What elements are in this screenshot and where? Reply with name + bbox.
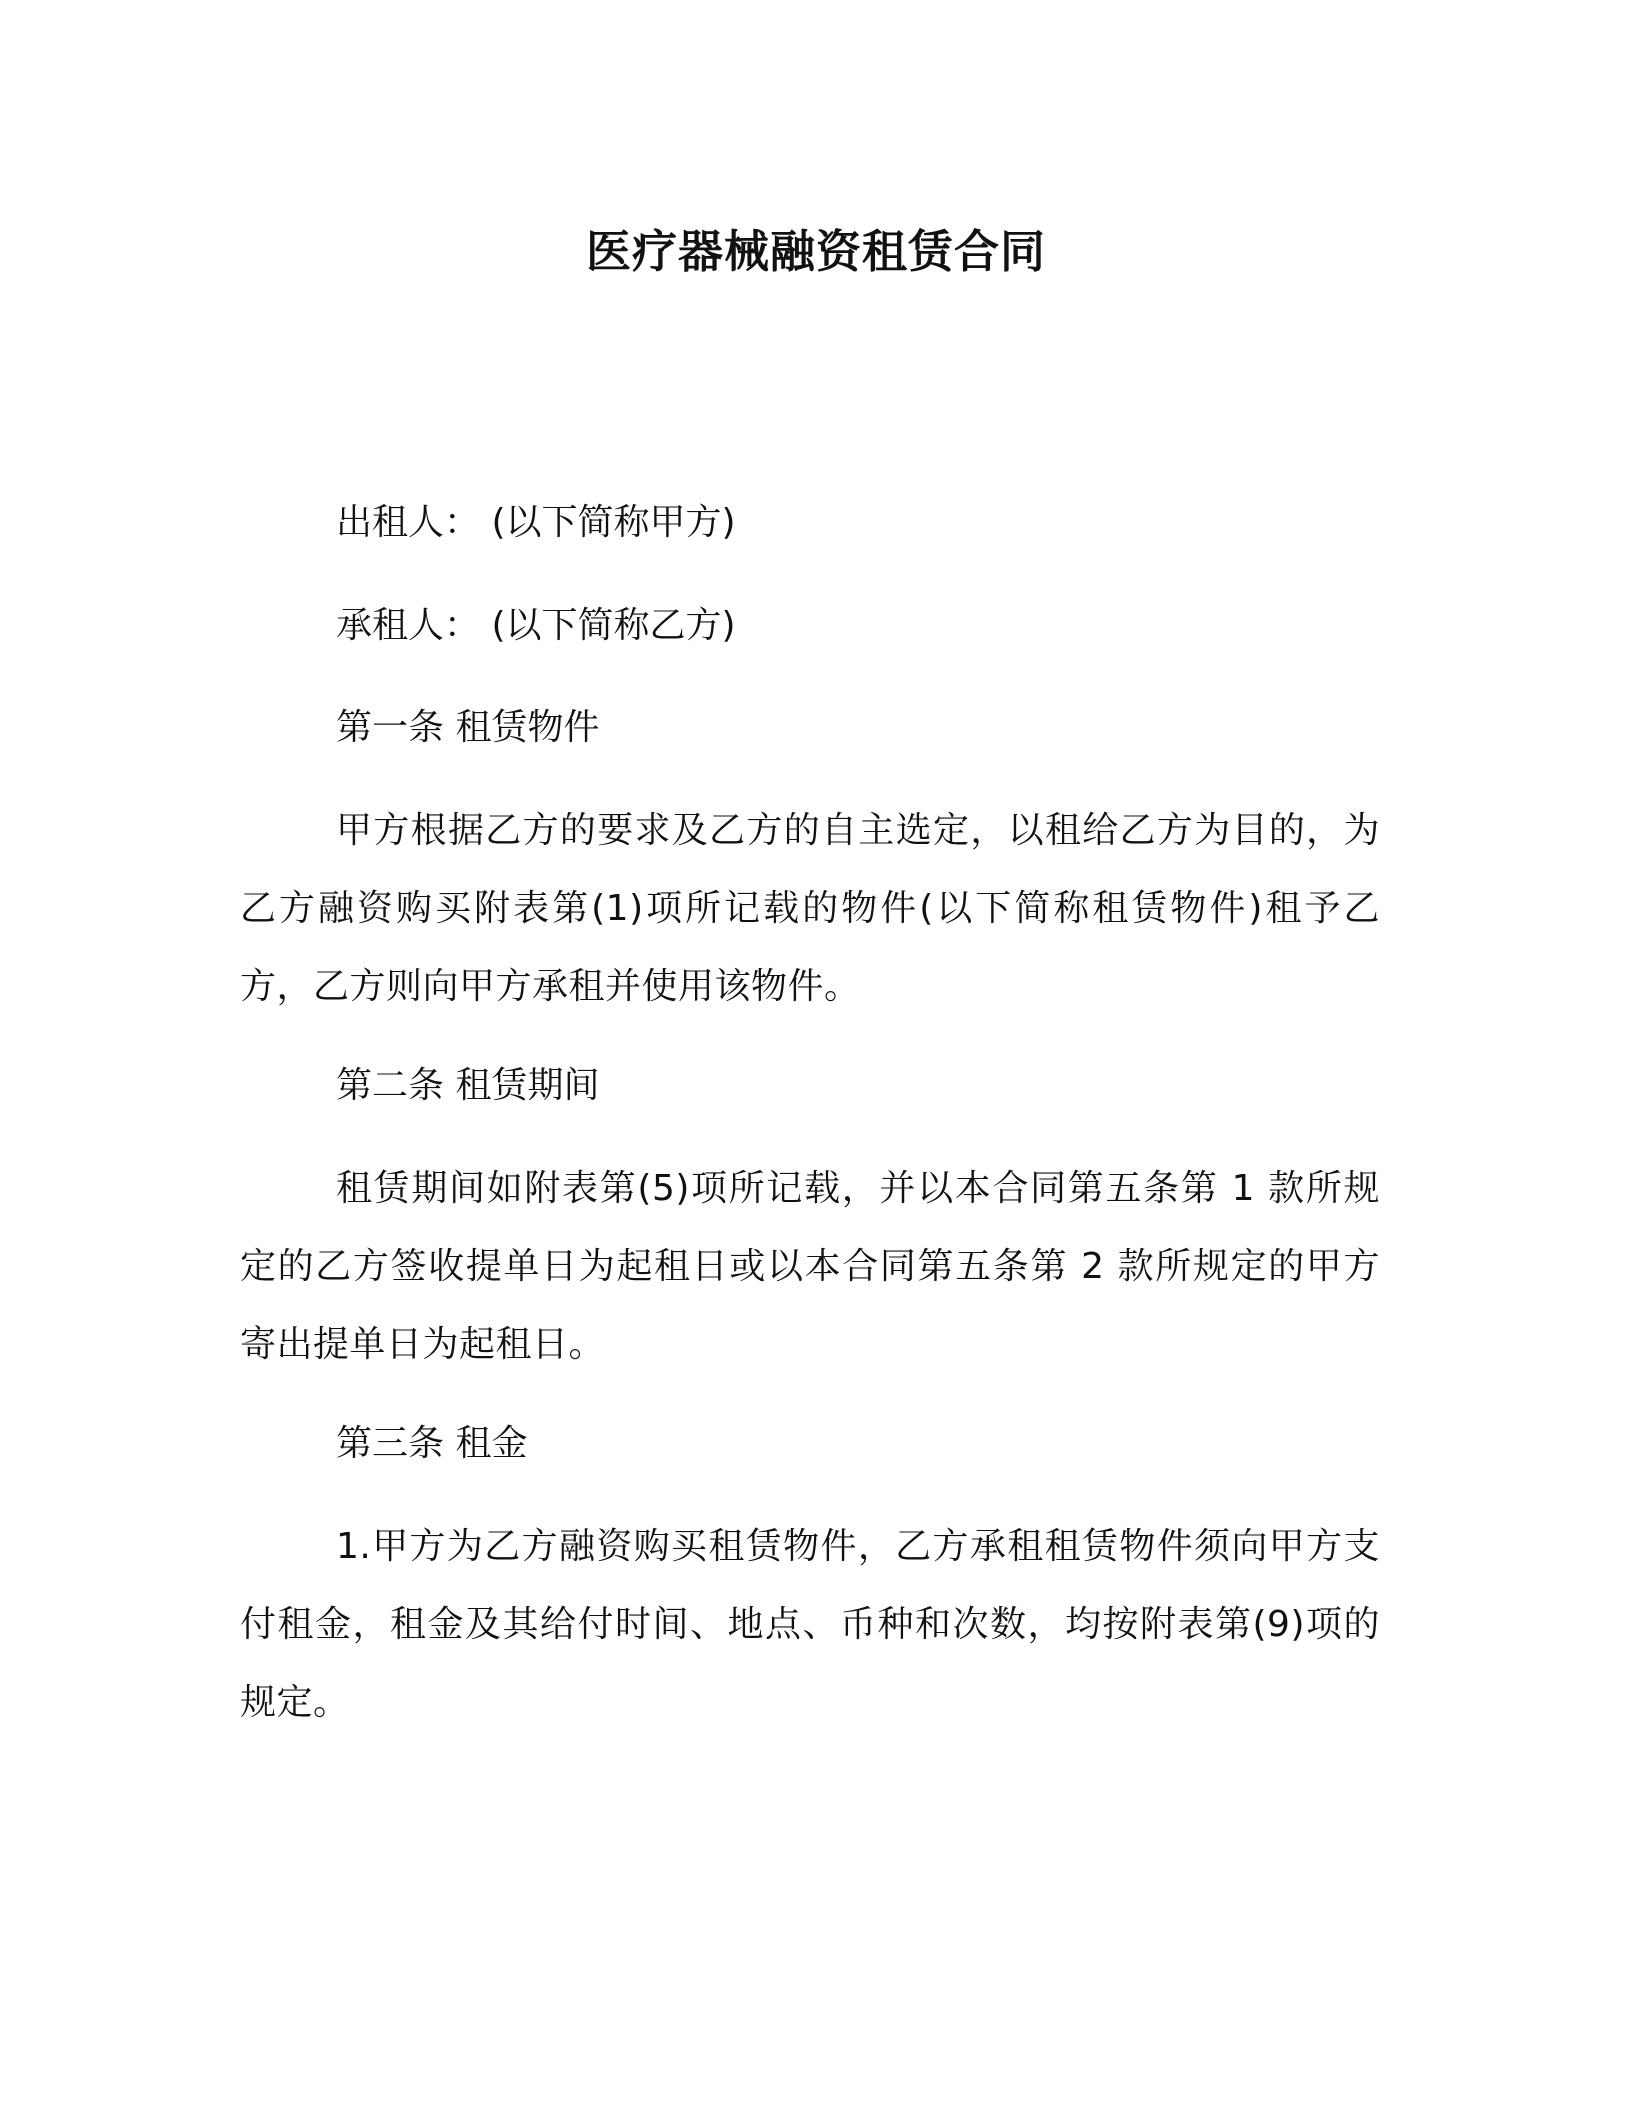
article-1-body: 甲方根据乙方的要求及乙方的自主选定，以租给乙方为目的，为乙方融资购买附表第(1)项所记载的物件(以下简称租赁物件)租予乙方，乙方则向甲方承租并使用该物件。 [240,810,1380,1007]
article-3-body: 1.甲方为乙方融资购买租赁物件，乙方承租租赁物件须向甲方支付租金，租金及其给付时间、地点、币种和次数，均按附表第(9)项的规定。 [240,1526,1380,1723]
article-1-heading: 第一条 租赁物件 [336,707,600,748]
article-2-heading: 第二条 租赁期间 [336,1065,600,1106]
lessee-line: 承租人： (以下简称乙方) [336,605,736,646]
document-title: 医疗器械融资租赁合同 [585,225,1046,278]
article-3-heading: 第三条 租金 [336,1423,528,1464]
lessor-line: 出租人： (以下简称甲方) [336,502,736,543]
article-2-body: 租赁期间如附表第(5)项所记载，并以本合同第五条第 1 款所规定的乙方签收提单日为起租日或以本合同第五条第 2 款所规定的甲方寄出提单日为起租日。 [240,1168,1380,1365]
